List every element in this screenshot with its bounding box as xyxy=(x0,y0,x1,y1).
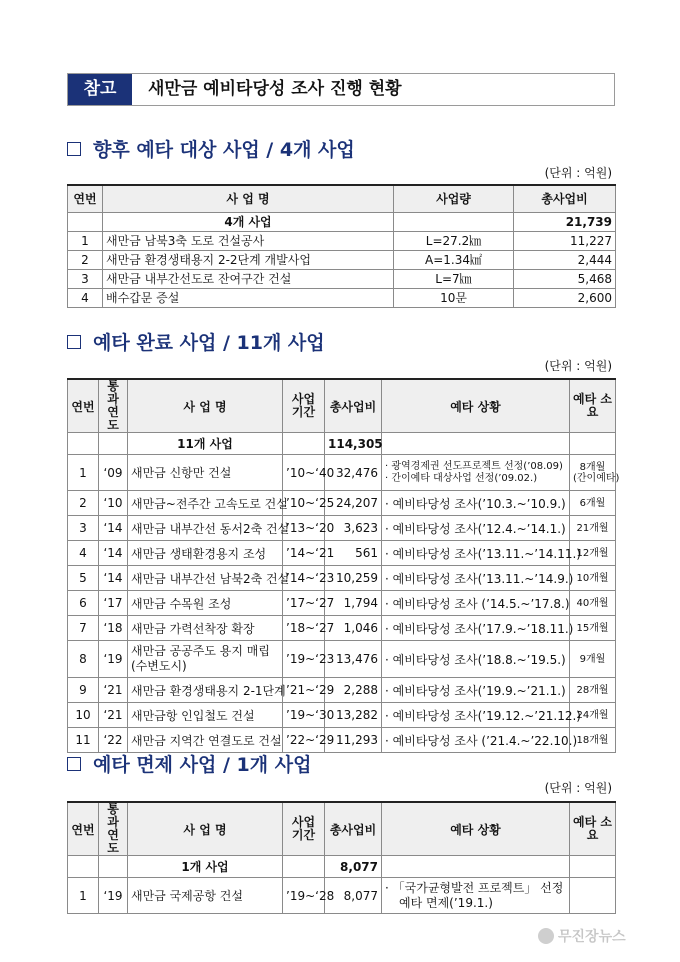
header-year: 통과 연도 xyxy=(99,379,128,433)
row-period: ’10~‘40 xyxy=(283,455,325,491)
row-duration: 28개월 xyxy=(570,678,616,703)
watermark xyxy=(538,925,668,949)
section-title-text: 예타 완료 사업 / 11개 사업 xyxy=(93,332,325,354)
subtotal-no xyxy=(68,856,99,878)
table-row xyxy=(68,491,616,516)
row-cost: 5,468 xyxy=(514,269,616,288)
section-title-upcoming xyxy=(67,138,355,162)
header-name: 사 업 명 xyxy=(128,379,283,433)
table-row xyxy=(68,678,616,703)
row-no: 7 xyxy=(68,616,99,641)
header-name: 사 업 명 xyxy=(128,802,283,856)
row-cost: 24,207 xyxy=(325,491,382,516)
row-status xyxy=(382,878,570,914)
table-row xyxy=(68,455,616,491)
row-no: 1 xyxy=(68,455,99,491)
square-bullet-icon xyxy=(67,142,81,156)
row-name: 새만금 신항만 건설 xyxy=(128,455,283,491)
row-year: ‘14 xyxy=(99,541,128,566)
subtotal-duration xyxy=(570,856,616,878)
row-period: ’13~‘20 xyxy=(283,516,325,541)
row-name: 새만금항 인입철도 건설 xyxy=(128,703,283,728)
row-name xyxy=(128,641,283,678)
page-title: 새만금 예비타당성 조사 진행 현황 xyxy=(148,79,402,99)
row-period: ’17~‘27 xyxy=(283,591,325,616)
row-cost: 2,600 xyxy=(514,288,616,307)
subtotal-cost: 21,739 xyxy=(514,212,616,231)
header-cost: 총사업비 xyxy=(514,185,616,212)
row-cost: 2,288 xyxy=(325,678,382,703)
table-row xyxy=(68,231,616,250)
row-status: · 예비타당성 조사(’19.12.~’21.12.) xyxy=(382,703,570,728)
subtotal-no xyxy=(68,433,99,455)
square-bullet-icon xyxy=(67,335,81,349)
row-period: ’19~‘23 xyxy=(283,641,325,678)
row-year: ‘21 xyxy=(99,678,128,703)
row-duration: 10개월 xyxy=(570,566,616,591)
completed-projects-table xyxy=(67,378,620,753)
table-header-row xyxy=(68,185,616,212)
row-duration: 6개월 xyxy=(570,491,616,516)
table-header-row xyxy=(68,802,616,856)
subtotal-cost: 8,077 xyxy=(325,856,382,878)
row-status: · 예비타당성 조사 (’21.4.~’22.10.) xyxy=(382,728,570,753)
header-status: 예타 상황 xyxy=(382,379,570,433)
row-cost: 11,293 xyxy=(325,728,382,753)
watermark-logo-icon xyxy=(538,928,554,944)
row-no: 4 xyxy=(68,288,103,307)
row-no: 6 xyxy=(68,591,99,616)
subtotal-label: 11개 사업 xyxy=(128,433,283,455)
subtotal-duration xyxy=(570,433,616,455)
section-title-text: 예타 면제 사업 / 1개 사업 xyxy=(93,754,312,776)
subtotal-row xyxy=(68,212,616,231)
row-name: 새만금 환경생태용지 2-2단계 개발사업 xyxy=(103,250,394,269)
row-cost: 1,794 xyxy=(325,591,382,616)
row-year: ‘21 xyxy=(99,703,128,728)
duration-line: (간이예타) xyxy=(573,472,620,484)
row-cost: 32,476 xyxy=(325,455,382,491)
status-line: · 간이예타 대상사업 선정(’09.02.) xyxy=(385,472,538,484)
row-year: ‘19 xyxy=(99,641,128,678)
subtotal-cost: 114,305 xyxy=(325,433,382,455)
row-status: · 예비타당성 조사(’13.11.~’14.9.) xyxy=(382,566,570,591)
section-title-exempt xyxy=(67,753,311,777)
name-line: 새만금 공공주도 용지 매립 xyxy=(131,644,270,658)
row-status: · 예비타당성 조사(’19.9.~’21.1.) xyxy=(382,678,570,703)
unit-label: (단위 : 억원) xyxy=(544,359,612,373)
row-duration: 40개월 xyxy=(570,591,616,616)
row-cost: 2,444 xyxy=(514,250,616,269)
row-status: · 예비타당성 조사(’17.9.~’18.11.) xyxy=(382,616,570,641)
row-name: 새만금 내부간선 남북2축 건설 xyxy=(128,566,283,591)
row-name: 새만금 가력선착장 확장 xyxy=(128,616,283,641)
row-year: ‘19 xyxy=(99,878,128,914)
header-no: 연번 xyxy=(68,802,99,856)
row-year: ‘14 xyxy=(99,566,128,591)
status-line: · 광역경제권 선도프로젝트 선정(’08.09) xyxy=(385,460,563,472)
row-year: ‘09 xyxy=(99,455,128,491)
row-name: 새만금 내부간선도로 잔여구간 건설 xyxy=(103,269,394,288)
row-cost: 10,259 xyxy=(325,566,382,591)
row-status: · 예비타당성 조사(’13.11.~’14.11.) xyxy=(382,541,570,566)
subtotal-label: 4개 사업 xyxy=(103,212,394,231)
reference-tag: 참고 xyxy=(68,74,132,105)
row-name: 새만금~전주간 고속도로 건설 xyxy=(128,491,283,516)
row-no: 3 xyxy=(68,516,99,541)
row-name: 새만금 남북3축 도로 건설공사 xyxy=(103,231,394,250)
row-cost: 1,046 xyxy=(325,616,382,641)
row-no: 1 xyxy=(68,878,99,914)
unit-label: (단위 : 억원) xyxy=(544,166,612,180)
section-title-completed xyxy=(67,331,325,355)
row-duration: 12개월 xyxy=(570,541,616,566)
row-year: ‘22 xyxy=(99,728,128,753)
row-period: ’19~‘28 xyxy=(283,878,325,914)
row-amount: A=1.34㎢ xyxy=(394,250,514,269)
row-no: 2 xyxy=(68,491,99,516)
row-period: ’19~‘30 xyxy=(283,703,325,728)
name-line: (수변도시) xyxy=(131,659,187,673)
row-no: 10 xyxy=(68,703,99,728)
table-row xyxy=(68,878,616,914)
row-name: 새만금 수목원 조성 xyxy=(128,591,283,616)
row-no: 9 xyxy=(68,678,99,703)
row-period: ’22~‘29 xyxy=(283,728,325,753)
row-status: · 예비타당성 조사(’18.8.~’19.5.) xyxy=(382,641,570,678)
row-duration xyxy=(570,878,616,914)
row-cost: 11,227 xyxy=(514,231,616,250)
row-no: 3 xyxy=(68,269,103,288)
table-header-row xyxy=(68,379,616,433)
row-period: ’14~‘21 xyxy=(283,541,325,566)
header-cost: 총사업비 xyxy=(325,379,382,433)
table-row xyxy=(68,288,616,307)
table-row xyxy=(68,541,616,566)
subtotal-year xyxy=(99,856,128,878)
row-amount: L=27.2㎞ xyxy=(394,231,514,250)
row-name: 새만금 생태환경용지 조성 xyxy=(128,541,283,566)
row-no: 8 xyxy=(68,641,99,678)
row-duration: 15개월 xyxy=(570,616,616,641)
row-year: ‘17 xyxy=(99,591,128,616)
row-period: ’10~‘25 xyxy=(283,491,325,516)
row-name: 새만금 지역간 연결도로 건설 xyxy=(128,728,283,753)
table-row xyxy=(68,250,616,269)
header-box xyxy=(67,73,615,106)
row-cost: 13,476 xyxy=(325,641,382,678)
header-year: 통과 연도 xyxy=(99,802,128,856)
header-status: 예타 상황 xyxy=(382,802,570,856)
status-line: 예타 면제(’19.1.) xyxy=(399,895,493,910)
row-cost: 13,282 xyxy=(325,703,382,728)
header-name: 사 업 명 xyxy=(103,185,394,212)
row-name: 새만금 환경생태용지 2-1단계 xyxy=(128,678,283,703)
exempt-projects-table xyxy=(67,801,616,914)
upcoming-projects-table xyxy=(67,184,616,308)
row-no: 4 xyxy=(68,541,99,566)
row-duration: 21개월 xyxy=(570,516,616,541)
row-status: · 예비타당성 조사(’10.3.~’10.9.) xyxy=(382,491,570,516)
table-row xyxy=(68,591,616,616)
table-row xyxy=(68,566,616,591)
header-amount: 사업량 xyxy=(394,185,514,212)
row-amount: 10문 xyxy=(394,288,514,307)
row-status: · 예비타당성 조사(’12.4.~’14.1.) xyxy=(382,516,570,541)
row-status xyxy=(382,455,570,491)
row-year: ‘14 xyxy=(99,516,128,541)
row-no: 2 xyxy=(68,250,103,269)
status-line: · 「국가균형발전 프로젝트」 선정 xyxy=(385,880,564,895)
header-duration: 예타 소요 xyxy=(570,379,616,433)
header-no: 연번 xyxy=(68,185,103,212)
row-duration: 9개월 xyxy=(570,641,616,678)
subtotal-status xyxy=(382,856,570,878)
header-period: 사업 기간 xyxy=(283,802,325,856)
row-cost: 561 xyxy=(325,541,382,566)
subtotal-row xyxy=(68,856,616,878)
row-no: 1 xyxy=(68,231,103,250)
watermark-text: 무진장뉴스 xyxy=(558,929,626,945)
row-name: 새만금 국제공항 건설 xyxy=(128,878,283,914)
header-no: 연번 xyxy=(68,379,99,433)
header-period: 사업 기간 xyxy=(283,379,325,433)
table-row xyxy=(68,641,616,678)
header-duration: 예타 소요 xyxy=(570,802,616,856)
subtotal-label: 1개 사업 xyxy=(128,856,283,878)
row-period: ’18~‘27 xyxy=(283,616,325,641)
subtotal-row xyxy=(68,433,616,455)
row-status: · 예비타당성 조사 (’14.5.~’17.8.) xyxy=(382,591,570,616)
subtotal-no xyxy=(68,212,103,231)
row-period: ’14~‘23 xyxy=(283,566,325,591)
subtotal-year xyxy=(99,433,128,455)
unit-label: (단위 : 억원) xyxy=(544,781,612,795)
row-cost: 8,077 xyxy=(325,878,382,914)
subtotal-status xyxy=(382,433,570,455)
table-row xyxy=(68,703,616,728)
subtotal-amount xyxy=(394,212,514,231)
row-no: 11 xyxy=(68,728,99,753)
row-year: ‘10 xyxy=(99,491,128,516)
square-bullet-icon xyxy=(67,757,81,771)
row-duration: 24개월 xyxy=(570,703,616,728)
row-duration: 18개월 xyxy=(570,728,616,753)
subtotal-period xyxy=(283,856,325,878)
row-period: ’21~‘29 xyxy=(283,678,325,703)
row-amount: L=7㎞ xyxy=(394,269,514,288)
section-title-text: 향후 예타 대상 사업 / 4개 사업 xyxy=(93,139,355,161)
row-name: 배수갑문 증설 xyxy=(103,288,394,307)
table-row xyxy=(68,516,616,541)
table-row xyxy=(68,728,616,753)
row-no: 5 xyxy=(68,566,99,591)
row-duration xyxy=(570,455,620,491)
subtotal-period xyxy=(283,433,325,455)
row-cost: 3,623 xyxy=(325,516,382,541)
header-cost: 총사업비 xyxy=(325,802,382,856)
table-row xyxy=(68,269,616,288)
row-year: ‘18 xyxy=(99,616,128,641)
table-row xyxy=(68,616,616,641)
duration-line: 8개월 xyxy=(579,461,606,473)
row-name: 새만금 내부간선 동서2축 건설 xyxy=(128,516,283,541)
